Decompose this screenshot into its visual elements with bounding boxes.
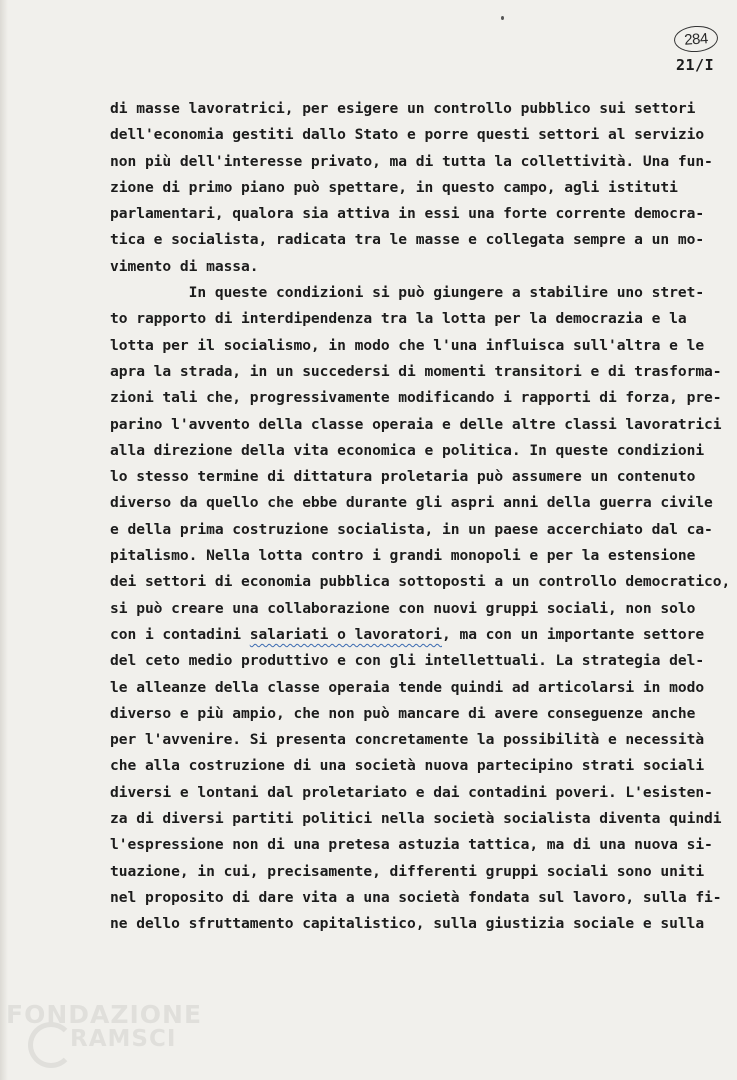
page-edge-shadow — [0, 0, 8, 1080]
watermark-line-1: FONDAZIONE — [6, 1000, 203, 1029]
text-segment: , ma con un importante settore — [441, 625, 705, 643]
text-line: tuazione, in cui, precisamente, differenti gruppi sociali sono uniti — [110, 862, 705, 880]
text-line: di masse lavoratrici, per esigere un controllo pubblico sui settori — [110, 100, 696, 117]
body-text — [110, 96, 730, 938]
text-line: diverso da quello che ebbe durante gli aspri anni della guerra civile — [110, 494, 713, 512]
text-line: to rapporto di interdipendenza tra la lotta per la democrazia e la — [110, 310, 687, 328]
text-line: parino l'avvento della classe operaia e delle altre classi lavoratrici — [110, 415, 722, 433]
text-line: del ceto medio produttivo e con gli intellettuali. La strategia del- — [110, 652, 705, 670]
text-line: l'espressione non di una pretesa astuzia tattica, ma di una nuova si- — [110, 836, 713, 854]
text-line: diversi e lontani dal proletariato e dai contadini poveri. L'esisten- — [110, 783, 713, 801]
ink-speck — [501, 16, 504, 20]
handwritten-wavy-underline: salariati o lavoratori — [249, 625, 442, 643]
text-line: dei settori di economia pubblica sottoposti a un controllo democratico, — [110, 573, 731, 591]
text-line: e della prima costruzione socialista, in un paese accerchiato dal ca- — [110, 520, 713, 538]
text-line: diverso e più ampio, che non può mancare di avere conseguenze anche — [110, 704, 696, 722]
text-line: za di diversi partiti politici nella società socialista diventa quindi — [110, 810, 722, 828]
text-line: alla direzione della vita economica e politica. In queste condizioni — [110, 441, 705, 459]
text-line: lo stesso termine di dittatura proletaria può assumere un contenuto — [110, 468, 696, 486]
text-line: parlamentari, qualora sia attiva in essi una forte corrente democra- — [110, 205, 705, 223]
text-line: per l'avvenire. Si presenta concretamente la possibilità e necessità — [110, 731, 705, 749]
text-line: nel proposito di dare vita a una società fondata sul lavoro, sulla fi- — [110, 888, 722, 906]
text-line: le alleanze della classe operaia tende quindi ad articolarsi in modo — [110, 678, 705, 696]
archive-stamp-number: 284 — [673, 24, 719, 53]
text-line: che alla costruzione di una società nuova partecipino strati sociali — [110, 757, 705, 775]
text-segment: con i contadini — [110, 625, 250, 643]
text-line: tica e socialista, radicata tra le masse e collegata sempre a un mo- — [110, 231, 705, 249]
text-line: zioni tali che, progressivamente modificando i rapporti di forza, pre- — [110, 389, 722, 407]
text-line: zione di primo piano può spettare, in questo campo, agli istituti — [110, 178, 678, 196]
text-line: non più dell'interesse privato, ma di tutta la collettività. Una fun- — [110, 152, 713, 170]
text-line: ne dello sfruttamento capitalistico, sulla giustizia sociale e sulla — [110, 915, 705, 933]
text-line: apra la strada, in un succedersi di momenti transitori e di trasforma- — [110, 362, 722, 380]
folio-number: 21/I — [676, 56, 715, 74]
text-line: dell'economia gestiti dallo Stato e porre questi settori al servizio — [110, 126, 705, 144]
fondazione-gramsci-watermark — [0, 996, 220, 1076]
underlined-text-line — [110, 622, 730, 648]
text-line: lotta per il socialismo, in modo che l'una influisca sull'altra e le — [110, 336, 705, 354]
paragraph-start-line: In queste condizioni si può giungere a stabilire uno stret- — [110, 284, 705, 302]
text-line: si può creare una collaborazione con nuovi gruppi sociali, non solo — [110, 599, 696, 617]
watermark-line-2: RAMSCI — [70, 1026, 177, 1052]
text-line: pitalismo. Nella lotta contro i grandi monopoli e per la estensione — [110, 547, 696, 565]
text-line: vimento di massa. — [110, 257, 259, 275]
